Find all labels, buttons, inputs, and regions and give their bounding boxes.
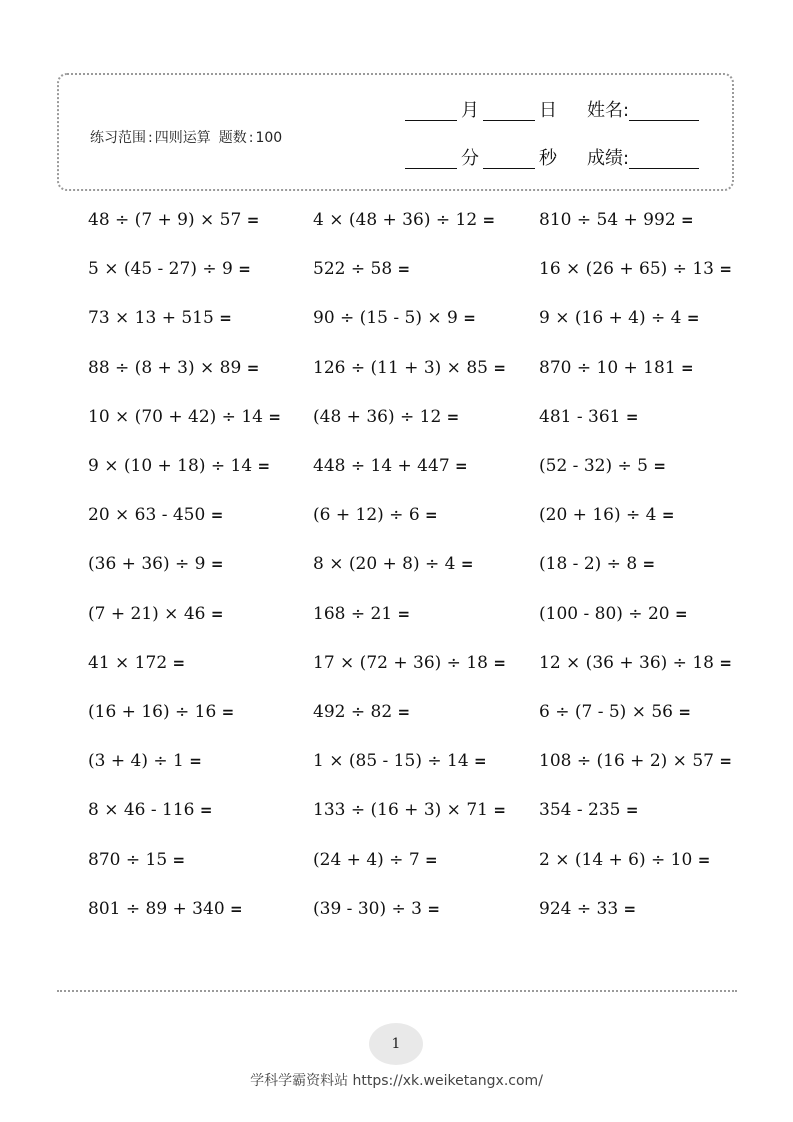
equals-sign: = — [681, 358, 694, 377]
problem-expression: (36 + 36) ÷ 9 — [88, 554, 206, 575]
problem-expression: 90 ÷ (15 - 5) × 9 — [313, 308, 458, 329]
score-blank[interactable] — [629, 148, 699, 169]
problem-expression: 9 × (10 + 18) ÷ 14 — [88, 456, 253, 476]
math-problem — [88, 549, 223, 579]
count-label: 题数 — [218, 130, 247, 146]
equals-sign: = — [425, 850, 438, 869]
equals-sign: = — [493, 358, 506, 377]
month-blank[interactable] — [405, 100, 457, 121]
math-problem — [88, 746, 202, 776]
problem-expression: (7 + 21) × 46 — [88, 603, 206, 624]
math-problem — [539, 697, 691, 727]
math-problem — [539, 451, 666, 481]
header-box — [57, 73, 734, 191]
problem-expression: 8 × (20 + 8) ÷ 4 — [313, 554, 456, 575]
problem-expression: 481 - 361 — [539, 406, 621, 427]
equals-sign: = — [210, 604, 224, 623]
math-problem — [88, 402, 281, 432]
math-problem — [313, 402, 459, 432]
equals-sign: = — [493, 801, 506, 820]
equals-sign: = — [210, 555, 224, 574]
problem-expression: 870 ÷ 15 — [88, 849, 168, 870]
problem-row — [88, 205, 748, 235]
problem-expression: 924 ÷ 33 — [539, 898, 619, 919]
equals-sign: = — [199, 801, 213, 820]
equals-sign: = — [625, 801, 639, 820]
math-problem — [88, 648, 185, 678]
problem-expression: 48 ÷ (7 + 9) × 57 — [88, 210, 242, 230]
problem-expression: 9 × (16 + 4) ÷ 4 — [539, 308, 682, 329]
page-number: 1 — [369, 1023, 423, 1065]
math-problem — [313, 205, 495, 235]
problem-row — [88, 845, 748, 875]
equals-sign: = — [238, 260, 251, 279]
math-problem — [88, 303, 232, 333]
math-problem — [313, 845, 438, 875]
problem-expression: (6 + 12) ÷ 6 — [313, 505, 420, 526]
equals-sign: = — [446, 407, 460, 426]
problem-expression: 126 ÷ (11 + 3) × 85 — [313, 357, 488, 378]
equals-sign: = — [189, 752, 202, 771]
range-colon: : — [148, 130, 153, 146]
range-label: 练习范围 — [90, 130, 146, 146]
date-name-row — [405, 100, 699, 121]
problem-expression: 354 - 235 — [539, 800, 621, 821]
equals-sign: = — [427, 899, 440, 918]
math-problem — [313, 303, 476, 333]
equals-sign: = — [172, 653, 186, 672]
problem-expression: (20 + 16) ÷ 4 — [539, 505, 657, 526]
problem-row — [88, 353, 748, 383]
range-value: 四则运算 — [154, 130, 211, 146]
equals-sign: = — [661, 506, 675, 525]
day-label: 日 — [539, 100, 557, 121]
math-problem — [88, 894, 243, 924]
problem-row — [88, 894, 748, 924]
problem-expression: (100 - 80) ÷ 20 — [539, 603, 670, 624]
equals-sign: = — [463, 309, 476, 328]
problem-expression: 5 × (45 - 27) ÷ 9 — [88, 259, 233, 280]
problem-row — [88, 648, 748, 678]
math-problem — [88, 795, 212, 825]
math-problem — [539, 353, 694, 383]
math-problem — [88, 500, 223, 530]
math-problem — [539, 549, 655, 579]
problem-row — [88, 697, 748, 727]
problem-expression: 1 × (85 - 15) ÷ 14 — [313, 751, 469, 772]
practice-info — [90, 127, 282, 147]
equals-sign: = — [623, 899, 637, 918]
math-problem — [539, 500, 674, 530]
math-problem — [313, 648, 506, 678]
problem-expression: 522 ÷ 58 — [313, 259, 393, 280]
minute-blank[interactable] — [405, 148, 457, 169]
math-problem — [313, 451, 468, 481]
math-problem — [313, 795, 506, 825]
footer-text: 学科学霸资料站 https://xk.weiketangx.com/ — [250, 1073, 543, 1089]
count-colon: : — [248, 130, 254, 146]
problem-expression: 448 ÷ 14 + 447 — [313, 456, 450, 476]
problem-expression: 108 ÷ (16 + 2) × 57 — [539, 751, 714, 772]
equals-sign: = — [460, 555, 474, 574]
problem-expression: 12 × (36 + 36) ÷ 18 — [539, 652, 714, 673]
math-problem — [313, 500, 438, 530]
math-problem — [539, 599, 688, 629]
equals-sign: = — [221, 703, 235, 721]
equals-sign: = — [493, 653, 506, 672]
math-problem — [88, 205, 259, 235]
equals-sign: = — [172, 850, 186, 869]
equals-sign: = — [425, 506, 438, 525]
problem-expression: 10 × (70 + 42) ÷ 14 — [88, 406, 263, 427]
equals-sign: = — [230, 899, 243, 918]
problem-expression: 870 ÷ 10 + 181 — [539, 357, 676, 378]
divider — [57, 990, 737, 992]
second-blank[interactable] — [483, 148, 535, 169]
equals-sign: = — [719, 653, 732, 672]
equals-sign: = — [268, 407, 281, 426]
problem-expression: 6 ÷ (7 - 5) × 56 — [539, 702, 673, 722]
count-value: 100 — [255, 130, 283, 146]
score-label: 成绩: — [587, 148, 630, 169]
math-problem — [313, 353, 506, 383]
equals-sign: = — [681, 211, 694, 229]
minute-label: 分 — [461, 148, 479, 169]
equals-sign: = — [482, 211, 496, 229]
problem-expression: (52 - 32) ÷ 5 — [539, 456, 648, 476]
math-problem — [539, 254, 732, 284]
problem-expression: 492 ÷ 82 — [313, 702, 393, 722]
problem-row — [88, 303, 748, 333]
equals-sign: = — [246, 211, 260, 229]
problem-expression: 168 ÷ 21 — [313, 603, 393, 624]
second-label: 秒 — [539, 148, 557, 169]
math-problem — [88, 697, 234, 727]
math-problem — [313, 697, 410, 727]
equals-sign: = — [257, 457, 271, 475]
month-label: 月 — [461, 100, 479, 121]
math-problem — [88, 599, 223, 629]
equals-sign: = — [474, 752, 487, 771]
math-problem — [539, 205, 694, 235]
math-problem — [539, 845, 710, 875]
equals-sign: = — [697, 850, 711, 869]
equals-sign: = — [642, 555, 656, 574]
math-problem — [88, 254, 251, 284]
equals-sign: = — [625, 407, 639, 426]
equals-sign: = — [455, 457, 468, 475]
problem-expression: (24 + 4) ÷ 7 — [313, 849, 420, 870]
equals-sign: = — [686, 309, 700, 328]
problem-row — [88, 254, 748, 284]
problem-expression: 2 × (14 + 6) ÷ 10 — [539, 849, 693, 870]
math-problem — [313, 549, 473, 579]
name-label: 姓名: — [587, 100, 630, 121]
equals-sign: = — [397, 703, 411, 721]
problem-expression: 73 × 13 + 515 — [88, 308, 214, 329]
math-problem — [539, 795, 638, 825]
problem-row — [88, 500, 748, 530]
day-blank[interactable] — [483, 100, 535, 121]
time-score-row — [405, 148, 699, 169]
problem-expression: (18 - 2) ÷ 8 — [539, 554, 638, 575]
problem-expression: 41 × 172 — [88, 652, 168, 673]
equals-sign: = — [719, 752, 732, 771]
math-problem — [313, 894, 440, 924]
math-problem — [88, 451, 270, 481]
problem-expression: 17 × (72 + 36) ÷ 18 — [313, 652, 488, 673]
problem-row — [88, 549, 748, 579]
problem-expression: 16 × (26 + 65) ÷ 13 — [539, 259, 714, 280]
equals-sign: = — [397, 604, 411, 623]
problem-expression: 20 × 63 - 450 — [88, 505, 206, 526]
problem-row — [88, 795, 748, 825]
problem-expression: 810 ÷ 54 + 992 — [539, 210, 676, 230]
equals-sign: = — [246, 358, 260, 377]
math-problem — [313, 254, 410, 284]
equals-sign: = — [675, 604, 688, 623]
math-problem — [88, 845, 185, 875]
equals-sign: = — [653, 457, 666, 475]
math-problem — [539, 303, 699, 333]
problem-expression: (16 + 16) ÷ 16 — [88, 702, 217, 722]
equals-sign: = — [678, 703, 691, 721]
problem-expression: 801 ÷ 89 + 340 — [88, 898, 225, 919]
name-blank[interactable] — [629, 100, 699, 121]
math-problem — [539, 402, 638, 432]
problem-expression: 133 ÷ (16 + 3) × 71 — [313, 800, 488, 821]
math-problem — [313, 746, 487, 776]
problem-expression: (39 - 30) ÷ 3 — [313, 898, 422, 919]
problem-expression: (3 + 4) ÷ 1 — [88, 751, 184, 772]
equals-sign: = — [219, 309, 232, 328]
equals-sign: = — [397, 260, 411, 279]
math-problem — [539, 894, 636, 924]
problem-expression: 88 ÷ (8 + 3) × 89 — [88, 357, 242, 378]
equals-sign: = — [719, 260, 732, 279]
problem-row — [88, 746, 748, 776]
problem-expression: (48 + 36) ÷ 12 — [313, 406, 442, 427]
math-problem — [539, 648, 732, 678]
math-problem — [313, 599, 410, 629]
problem-row — [88, 402, 748, 432]
math-problem — [539, 746, 732, 776]
problem-row — [88, 599, 748, 629]
equals-sign: = — [210, 506, 224, 525]
problem-expression: 4 × (48 + 36) ÷ 12 — [313, 210, 478, 230]
problem-row — [88, 451, 748, 481]
math-problem — [88, 353, 259, 383]
problem-expression: 8 × 46 - 116 — [88, 800, 195, 821]
